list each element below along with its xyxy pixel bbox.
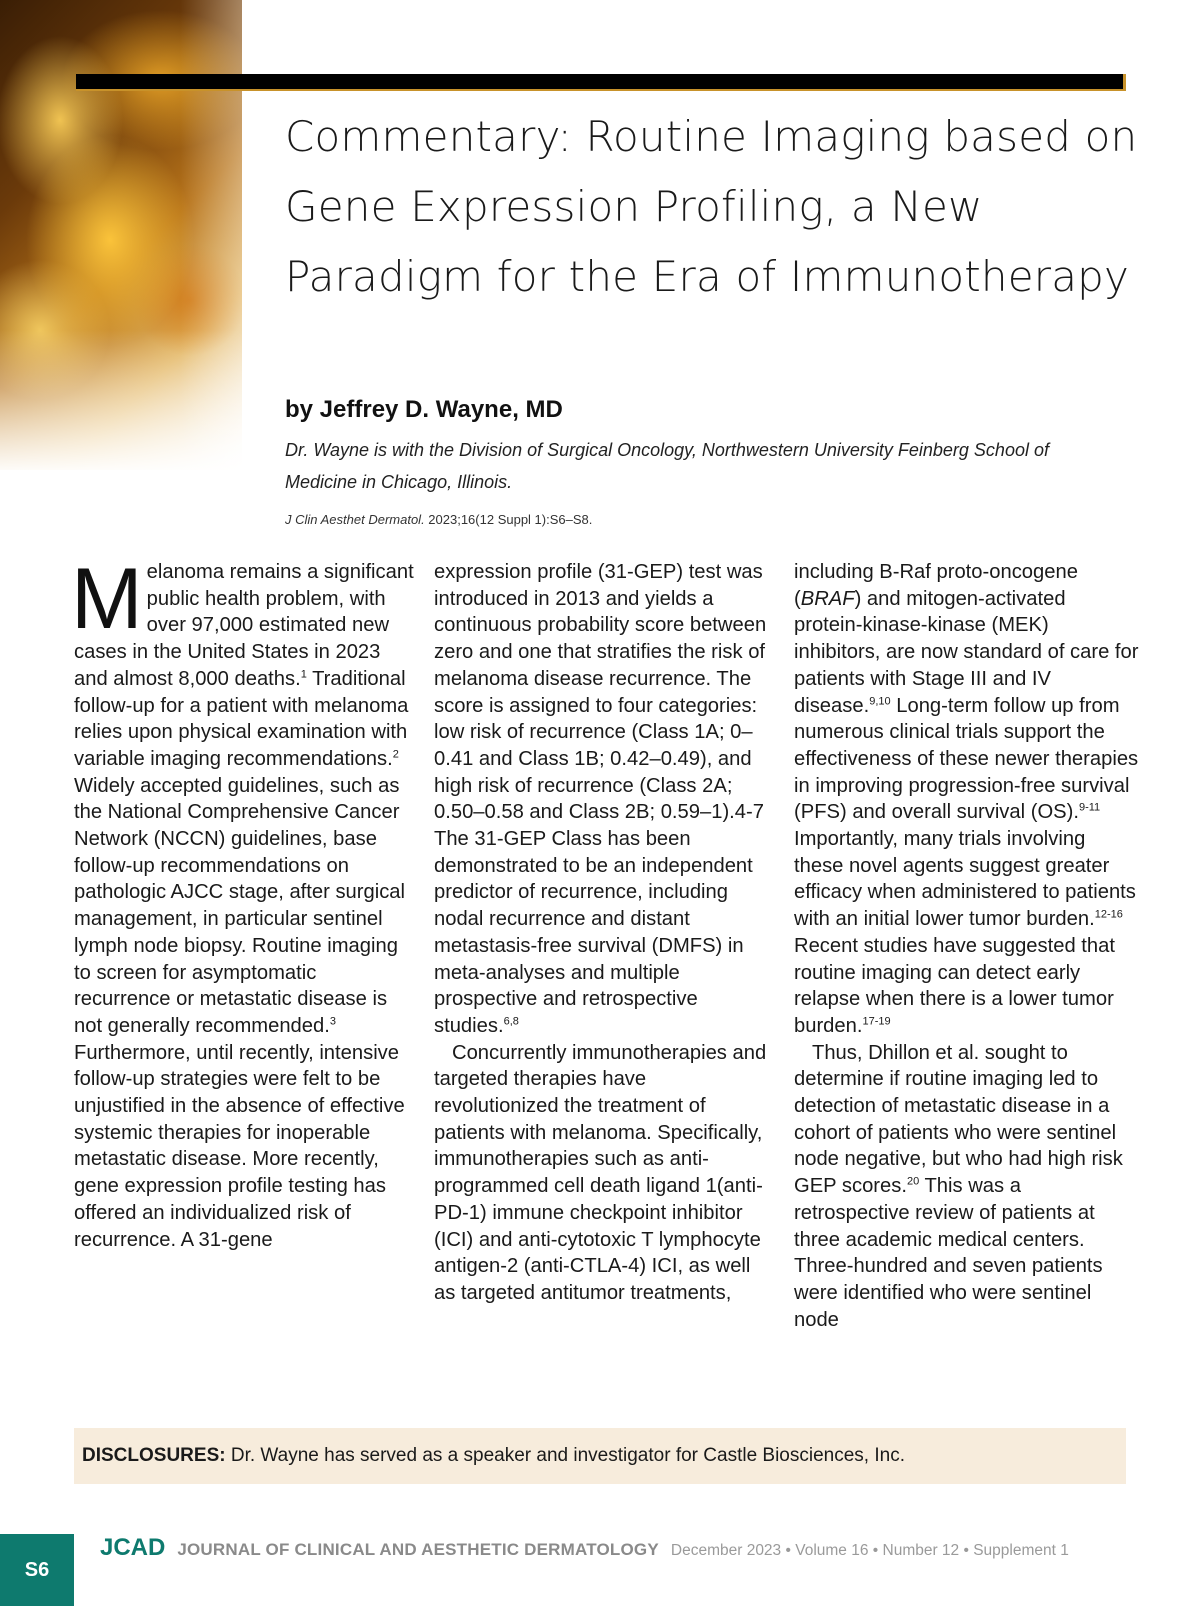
disclosures-text: Dr. Wayne has served as a speaker and investigator for Castle Biosciences, Inc.	[225, 1445, 905, 1466]
body-text: This was a retrospective review of patients at three academic medical centers. Three-hundred and seven patients were identified who were sentinel node	[794, 1175, 1103, 1331]
body-column-2	[434, 559, 774, 1307]
running-footer	[100, 1534, 1069, 1564]
reference-sup: 20	[906, 1175, 920, 1188]
reference-sup: 17-19	[862, 1015, 891, 1028]
paragraph	[71, 551, 414, 1253]
disclosures-box	[74, 1428, 1126, 1484]
gene-name: BRAF	[800, 587, 855, 610]
citation-journal: J Clin Aesthet Dermatol.	[285, 512, 425, 527]
body-text: Recent studies have suggested that routine imaging can detect early relapse when there is a lower tumor burden.	[794, 934, 1115, 1037]
body-column-3	[794, 559, 1139, 1333]
body-text: Traditional follow-up for a patient with melanoma relies upon physical examination with variable imaging recommendations.	[74, 667, 409, 770]
reference-sup: 3	[329, 1015, 336, 1028]
body-text: Widely accepted guidelines, such as the National Comprehensive Cancer Network (NCCN) guidelines, base follow-up recommendations on pathologic AJCC stage, after surgical management, in particular sentinel lymph node biopsy. Routine imaging to screen for asymptomatic recurrence or metastatic disease is not generally recommended.	[74, 774, 406, 1037]
reference-sup: 1	[300, 668, 307, 681]
body-text: elanoma remains a significant public health problem, with over 97,000 estimated new cases in the United States in 2023 and almost 8,000 deaths.	[74, 561, 414, 690]
journal-logo: JCAD	[100, 1534, 166, 1561]
body-text: Long-term follow up from numerous clinical trials support the effectiveness of these newer therapies in improving progression-free survival (PFS) and overall survival (OS).	[794, 694, 1139, 824]
page-number: S6	[0, 1534, 74, 1606]
reference-sup: 12-16	[1094, 908, 1123, 921]
body-text: expression profile (31-GEP) test was introduced in 2013 and yields a continuous probability score between zero and one that stratifies the risk of melanoma disease recurrence. The score is assigned to four categories: low risk of recurrence (Class 1A; 0–0.41 and Class 1B; 0.42–0.49), and high risk of recurrence (Class 2A; 0.50–0.58 and Class 2B; 0.59–1).4-7 The 31-GEP Class has been demonstrated to be an independent predictor of recurrence, including nodal recurrence and distant metastasis-free survival (DMFS) in meta-analyses and multiple prospective and retrospective studies.	[434, 561, 767, 1037]
title-rule	[76, 74, 1126, 91]
article-title: Commentary: Routine Imaging based on Gene Expression Profiling, a New Paradigm for the Era of Immunotherapy	[285, 112, 1138, 301]
drop-cap: M	[71, 551, 143, 647]
body-text: ) and mitogen-activated protein-kinase-kinase (MEK) inhibitors, are now standard of care for patients with Stage III and IV disease.	[794, 587, 1139, 717]
paragraph	[794, 1040, 1139, 1334]
journal-name: JOURNAL OF CLINICAL AND AESTHETIC DERMATOLOGY	[177, 1540, 659, 1559]
disclosures-label: DISCLOSURES:	[82, 1445, 226, 1466]
body-text: including B-Raf proto-oncogene (	[794, 561, 1078, 610]
author-affiliation: Dr. Wayne is with the Division of Surgical Oncology, Northwestern University Feinberg School of Medicine in Chicago, Illinois.	[285, 440, 1049, 492]
body-column-1	[71, 551, 414, 1253]
reference-sup: 9-11	[1078, 801, 1101, 814]
author-byline: by Jeffrey D. Wayne, MD	[285, 396, 563, 423]
paragraph	[434, 559, 774, 1040]
issue-info: December 2023 • Volume 16 • Number 12 • Supplement 1	[670, 1542, 1069, 1559]
citation	[285, 512, 592, 527]
paragraph: Concurrently immunotherapies and targeted therapies have revolutionized the treatment of patients with melanoma. Specifically, immunotherapies such as anti-programmed cell death ligand 1(anti-PD-1) immune checkpoint inhibitor (ICI) and anti-cytotoxic T lymphocyte antigen-2 (anti-CTLA-4) ICI, as well as targeted antitumor treatments,	[434, 1041, 767, 1304]
body-text: Importantly, many trials involving these novel agents suggest greater efficacy when administered to patients with an initial lower tumor burden.	[794, 828, 1136, 931]
citation-ref: 2023;16(12 Suppl 1):S6–S8.	[424, 512, 593, 527]
body-text: Thus, Dhillon et al. sought to determine if routine imaging led to detection of metastatic disease in a cohort of patients who were sentinel node negative, but who had high risk GEP scores.	[794, 1041, 1123, 1198]
reference-sup: 2	[392, 748, 399, 761]
paragraph	[794, 559, 1139, 1040]
flame-photo-fade-right	[180, 0, 242, 470]
reference-sup: 6,8	[503, 1015, 519, 1028]
reference-sup: 9,10	[869, 694, 891, 707]
body-text: Furthermore, until recently, intensive follow-up strategies were felt to be unjustified in the absence of effective systemic therapies for inoperable metastatic disease. More recently, gene expression profile testing has offered an individualized risk of recurrence. A 31-gene	[74, 1041, 405, 1251]
